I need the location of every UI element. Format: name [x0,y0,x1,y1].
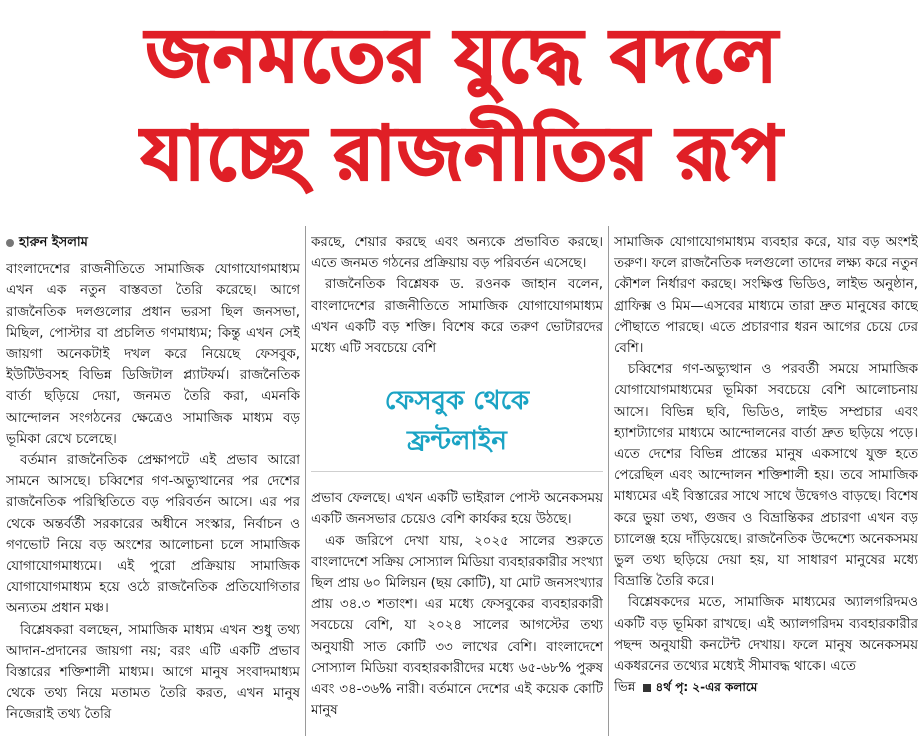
pull-quote-line-2: ফ্রন্টলাইন [407,426,507,457]
continued-on-link[interactable] [643,677,757,698]
last-word: ভিন্ন [614,680,636,696]
pull-quote [311,373,603,472]
paragraph: রাজনৈতিক বিশ্লেষক ড. রওনক জাহান বলেন, বাংলাদেশের রাজনীতিতে সামাজিক যোগাযোগমাধ্যম এখন একটি বড় শক্তি। বিশেষ করে তরুণ ভোটারদের মধ্যে এটি সবচেয়ে বেশি [311,277,603,357]
paragraph: বাংলাদেশের রাজনীতিতে সামাজিক যোগাযোগমাধ্যম এখন এক নতুন বাস্তবতা তৈরি করেছে। আগে রাজনৈতিক দলগুলোর প্রধান ভরসা ছিল জনসভা, মিছিল, পোস্টার বা প্রচলিত গণমাধ্যম; কিন্তু এখন সেই জায়গা অনেকটাই দখল করে নিয়েছে ফেসবুক, ইউটিউবসহ বিভিন্ন ডিজিটাল প্ল্যাটফর্ম। রাজনৈতিক বার্তা ছড়িয়ে দেয়া, জনমত তৈরি করা, এমনকি আন্দোলন সংগঠনের ক্ষেত্রেও সামাজিক মাধ্যম বড় ভূমিকা রেখে চলেছে। [6,262,300,447]
paragraph: বিশ্লেষকদের মতে, সামাজিক মাধ্যমের অ্যালগরিদমও একটি বড় ভূমিকা রাখছে। এই অ্যালগরিদম ব্যবহারকারীর পছন্দ অনুযায়ী কনটেন্ট দেখায়। ফলে মানুষ অনেকসময় একধরনের তথ্যের মধ্যেই সীমাবদ্ধ থাকে। এতে [614,595,918,675]
article-column-1 [6,232,300,736]
paragraph: বর্তমান রাজনৈতিক প্রেক্ষাপটে এই প্রভাব আরো সামনে আসছে। চব্বিশের গণ-অভ্যুত্থানের পর দেশের রাজনৈতিক পরিস্থিতিতে বড় পরিবর্তন আসে। এর পর থেকে অন্তর্বর্তী সরকারের অধীনে সংস্কার, নির্বাচন ও গণভোট নিয়ে বড় অংশের আলোচনা চলে সামাজিক যোগাযোগমাধ্যমে। এই পুরো প্রক্রিয়ায় সামাজিক যোগাযোগমাধ্যম হয়ে ওঠে রাজনৈতিক প্রতিযোগিতার অন্যতম প্রধান মঞ্চ। [6,453,300,617]
paragraph: করছে, শেয়ার করছে এবং অন্যকে প্রভাবিত করছে। এতে জনমত গঠনের প্রক্রিয়ায় বড় পরিবর্তন এসেছে। [311,235,603,272]
headline-line-2: যাচ্ছে রাজনীতির রূপ [141,111,783,197]
paragraph: সামাজিক যোগাযোগমাধ্যম ব্যবহার করে, যার বড় অংশই তরুণ। ফলে রাজনৈতিক দলগুলো তাদের লক্ষ্য করে নতুন কৌশল নির্ধারণ করছে। সংক্ষিপ্ত ভিডিও, লাইভ অনুষ্ঠান, গ্রাফিক্স ও মিম—এসবের মাধ্যমে তারা দ্রুত মানুষের কাছে পৌছাতে পারছে। এতে প্রচারণার ধরন আগের চেয়ে ঢের বেশি। [614,235,918,357]
article-column-2 [311,232,603,736]
paragraph: এক জরিপে দেখা যায়, ২০২৫ সালের শুরুতে বাংলাদেশে সক্রিয় সোস্যাল মিডিয়া ব্যবহারকারীর সংখ্যা ছিল প্রায় ৬০ মিলিয়ন (ছয় কোটি), যা মোট জনসংখ্যার প্রায় ৩৪.৩ শতাংশ। এর মধ্যে ফেসবুকের ব্যবহারকারী সবচেয়ে বেশি, যা ২০২৪ সালের আগস্টের তথ্য অনুযায়ী সাত কোটি ৩৩ লাখের বেশি। বাংলাদেশে সোস্যাল মিডিয়া ব্যবহারকারীদের মধ্যে ৬৫-৬৮% পুরুষ এবং ৩৪-৩৬% নারী। বর্তমানে দেশের এই কয়েক কোটি মানুষ [311,533,603,719]
byline [6,232,300,253]
bullet-icon [6,239,14,247]
paragraph: প্রভাব ফেলছে। এখন একটি ভাইরাল পোস্ট অনেকসময় একটি জনসভার চেয়েও বেশি কার্যকর হয়ে উঠছে। [311,491,603,528]
square-bullet-icon [643,684,651,692]
paragraph: বিশ্লেষকরা বলছেন, সামাজিক মাধ্যম এখন শুধু তথ্য আদান-প্রদানের জায়গা নয়; বরং এটি একটি প্রভাব বিস্তারের শক্তিশালী মাধ্যম। আগে মানুষ সংবাদমাধ্যম থেকে তথ্য নিয়ে মতামত তৈরি করত, এখন মানুষ নিজেরাই তথ্য তৈরি [6,622,300,723]
headline-line-1: জনমতের যুদ্ধে বদলে [145,13,779,99]
column-divider [608,226,609,736]
continuation-line [614,677,918,698]
column-divider [305,226,306,736]
paragraph: চব্বিশের গণ-অভ্যুত্থান ও পরবর্তী সময়ে সামাজিক যোগাযোগমাধ্যমের ভূমিকা সবচেয়ে বেশি আলোচনায় আসে। বিভিন্ন ছবি, ভিডিও, লাইভ সম্প্রচার এবং হ্যাশট্যাগের মাধ্যমে আন্দোলনের বার্তা দ্রুত ছড়িয়ে পড়ে। এতে দেশের বিভিন্ন প্রান্তের মানুষ একসাথে যুক্ত হতে পেরেছিল এবং আন্দোলন শক্তিশালী হয়। তবে সামাজিক মাধ্যমের এই বিস্তারের সাথে সাথে উদ্বেগও বাড়ছে। বিশেষ করে ভুয়া তথ্য, গুজব ও বিভ্রান্তিকর প্রচারণা এখন বড় চ্যালেঞ্জ হয়ে দাঁড়িয়েছে। রাজনৈতিক উদ্দেশ্যে অনেকসময় ভুল তথ্য ছড়িয়ে দেয়া হয়, যা সাধারণ মানুষের মধ্যে বিভ্রান্তি তৈরি করে। [614,362,918,590]
continued-on-text: ৪র্থ পৃ: ২-এর কলামে [655,680,758,695]
pull-quote-line-1: ফেসবুক থেকে [384,386,530,417]
article-column-3 [614,232,918,736]
author-name: হারুন ইসলাম [19,235,88,250]
